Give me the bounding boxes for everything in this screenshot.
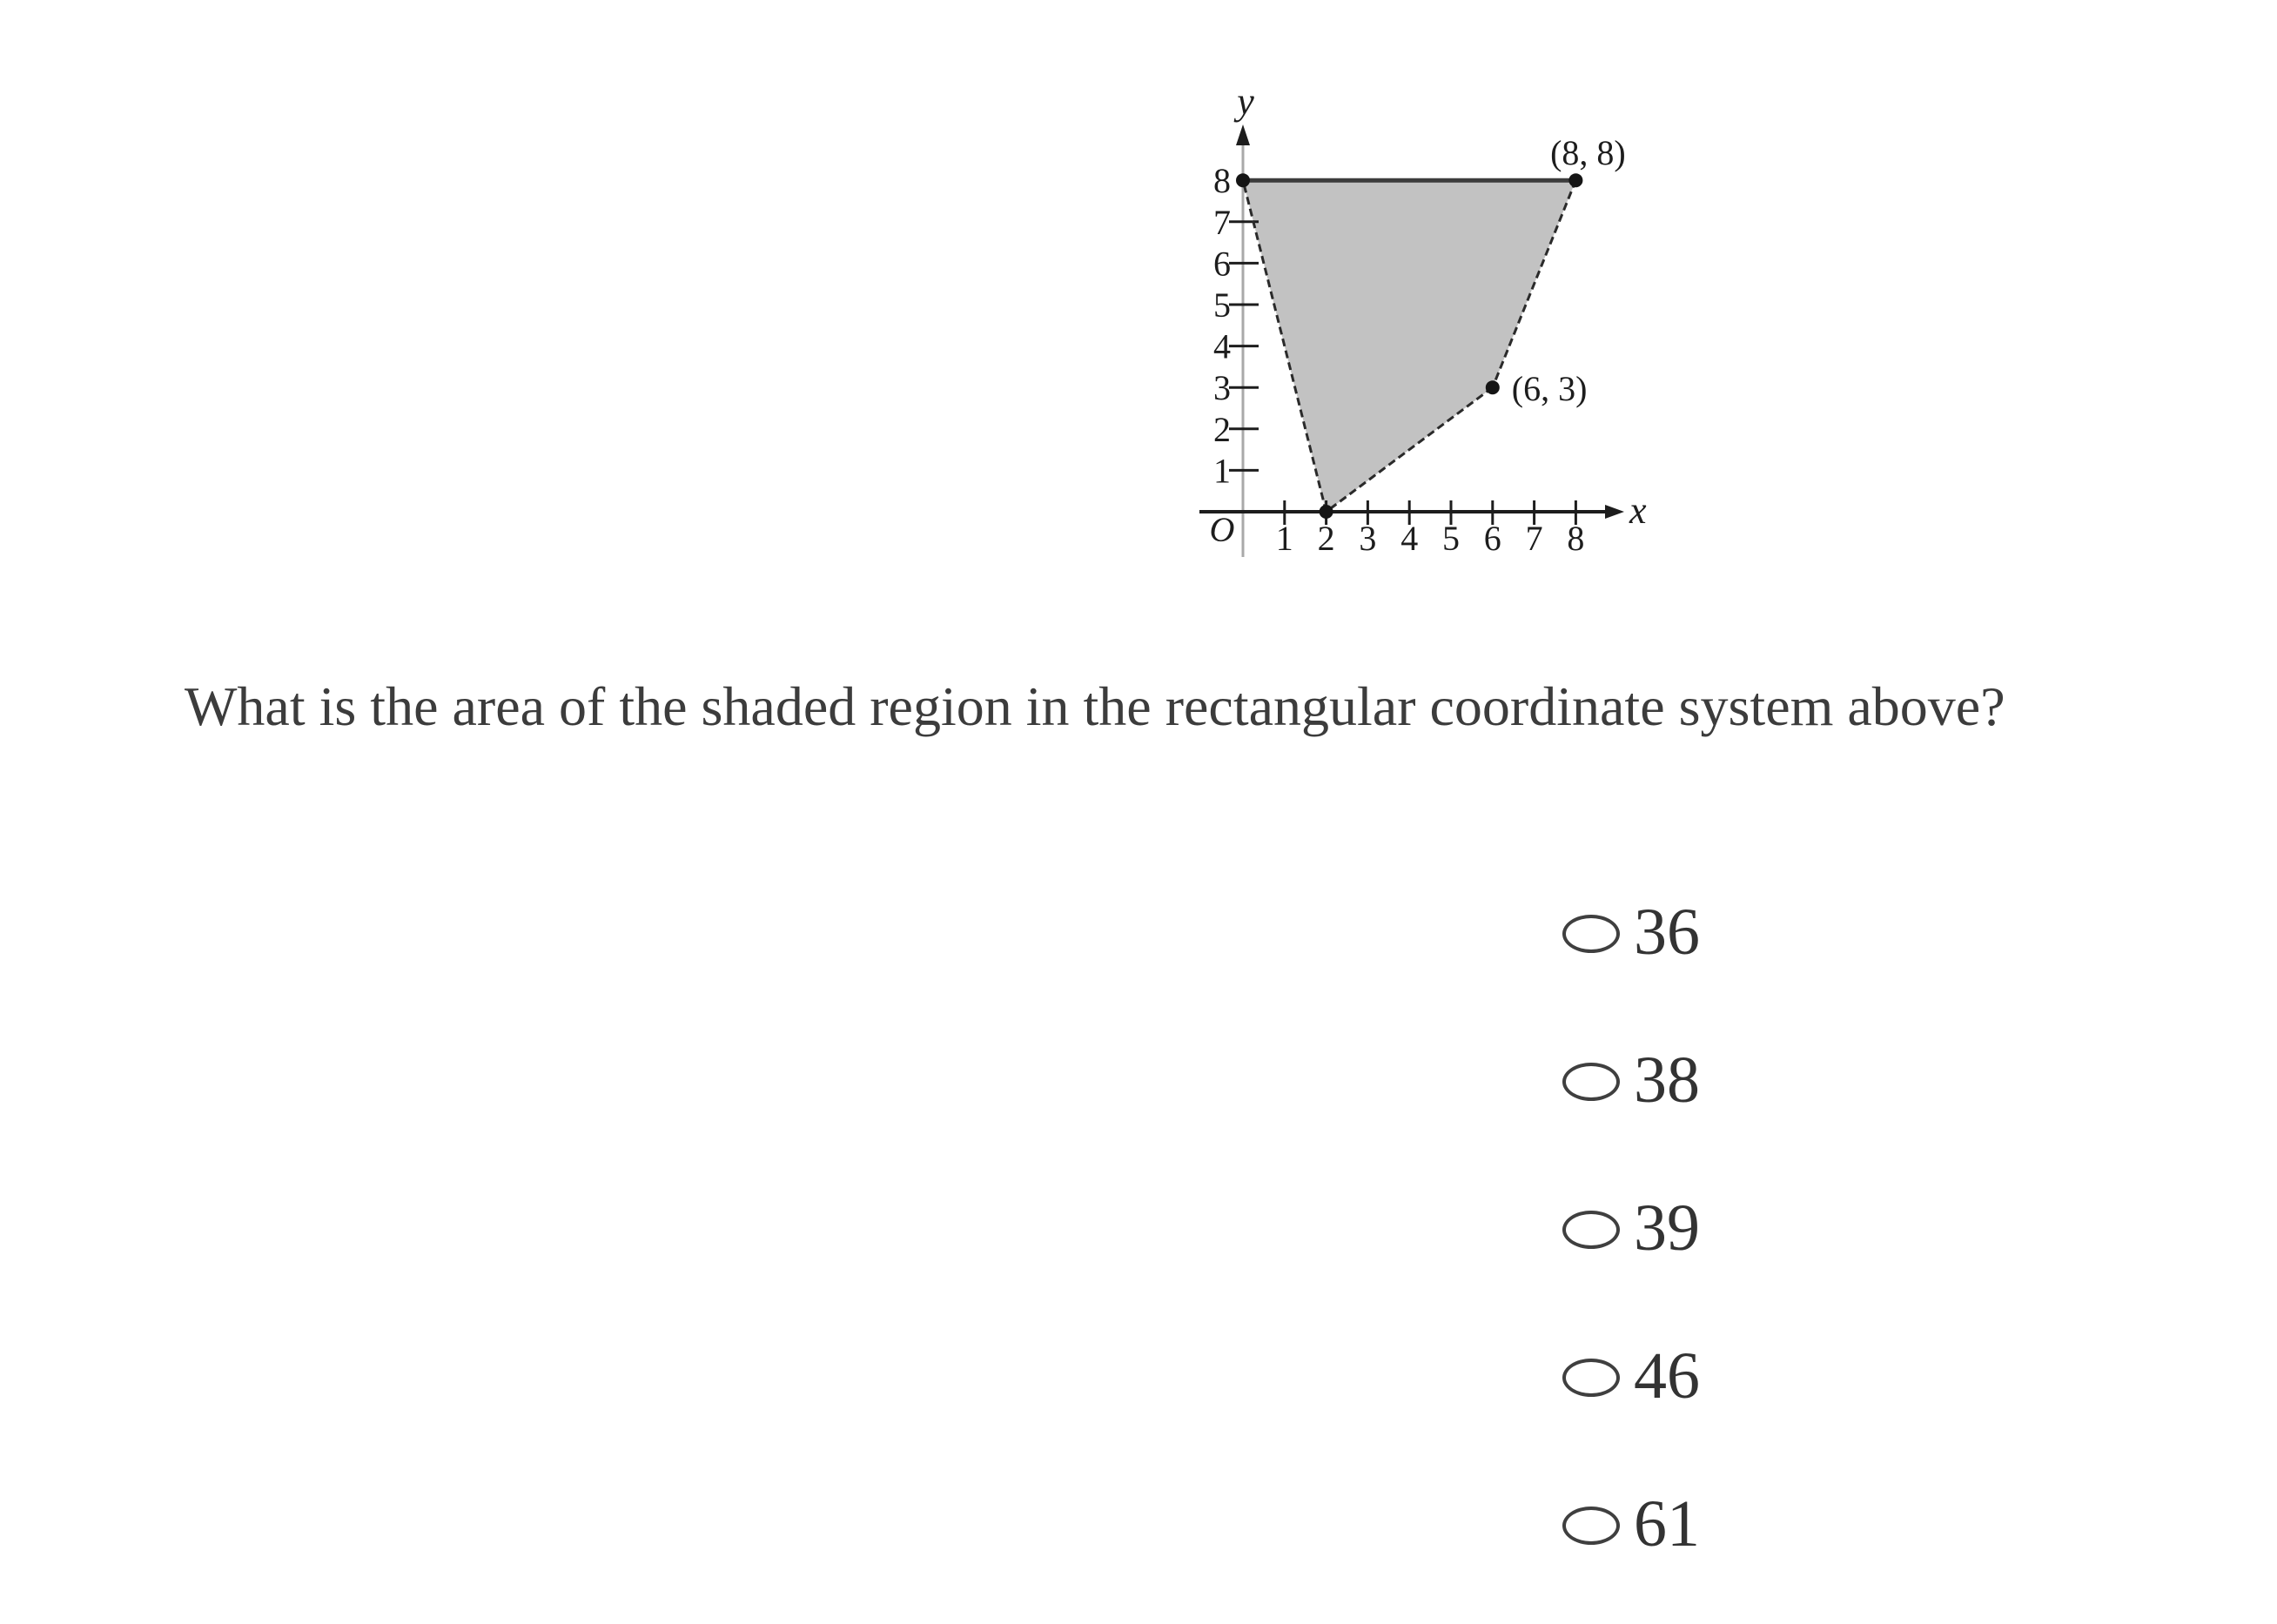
answer-option[interactable] xyxy=(1562,1191,1700,1269)
coordinate-figure-svg xyxy=(1184,52,1689,592)
vertex-dot xyxy=(1320,505,1333,519)
answer-option[interactable] xyxy=(1562,1043,1700,1121)
x-tick-label: 7 xyxy=(1525,519,1543,558)
y-tick-label: 4 xyxy=(1213,326,1231,366)
x-tick-label: 1 xyxy=(1275,519,1293,558)
option-label: 38 xyxy=(1634,1044,1700,1117)
x-tick-label: 8 xyxy=(1567,519,1585,558)
x-axis-label: x xyxy=(1629,489,1647,532)
vertex-dot xyxy=(1236,173,1250,187)
option-label: 39 xyxy=(1634,1191,1700,1265)
radio-button-icon[interactable] xyxy=(1562,1211,1620,1249)
y-tick-label: 5 xyxy=(1213,285,1231,325)
x-axis-arrow-icon xyxy=(1605,505,1624,519)
answer-option[interactable] xyxy=(1562,895,1700,973)
y-axis-label: y xyxy=(1237,80,1254,123)
radio-button-icon[interactable] xyxy=(1562,1359,1620,1397)
y-axis-arrow-icon xyxy=(1236,124,1250,145)
vertex-dot xyxy=(1568,173,1582,187)
radio-button-icon[interactable] xyxy=(1562,1507,1620,1545)
origin-label: O xyxy=(1209,510,1235,549)
point-label: (6, 3) xyxy=(1511,369,1588,409)
option-label: 61 xyxy=(1634,1487,1700,1560)
x-tick-label: 5 xyxy=(1442,519,1460,558)
option-label: 36 xyxy=(1634,896,1700,969)
coordinate-figure xyxy=(1184,52,1689,592)
y-tick-label: 8 xyxy=(1213,161,1231,201)
point-label: (8, 8) xyxy=(1550,133,1626,173)
question-text: What is the area of the shaded region in the rectangular coordinate system above? xyxy=(185,675,2005,737)
x-tick-label: 2 xyxy=(1317,519,1335,558)
vertex-dot xyxy=(1486,380,1500,394)
y-tick-label: 2 xyxy=(1213,409,1231,449)
radio-button-icon[interactable] xyxy=(1562,1063,1620,1101)
radio-button-icon[interactable] xyxy=(1562,915,1620,953)
shaded-region xyxy=(1243,180,1575,512)
answer-option[interactable] xyxy=(1562,1486,1700,1565)
y-tick-label: 3 xyxy=(1213,368,1231,408)
x-tick-label: 6 xyxy=(1483,519,1501,558)
y-tick-label: 7 xyxy=(1213,202,1231,242)
x-tick-label: 3 xyxy=(1359,519,1377,558)
option-label: 46 xyxy=(1634,1339,1700,1413)
y-tick-label: 1 xyxy=(1213,451,1231,491)
answer-option[interactable] xyxy=(1562,1339,1700,1417)
x-tick-label: 4 xyxy=(1400,519,1419,558)
y-tick-label: 6 xyxy=(1213,244,1231,284)
